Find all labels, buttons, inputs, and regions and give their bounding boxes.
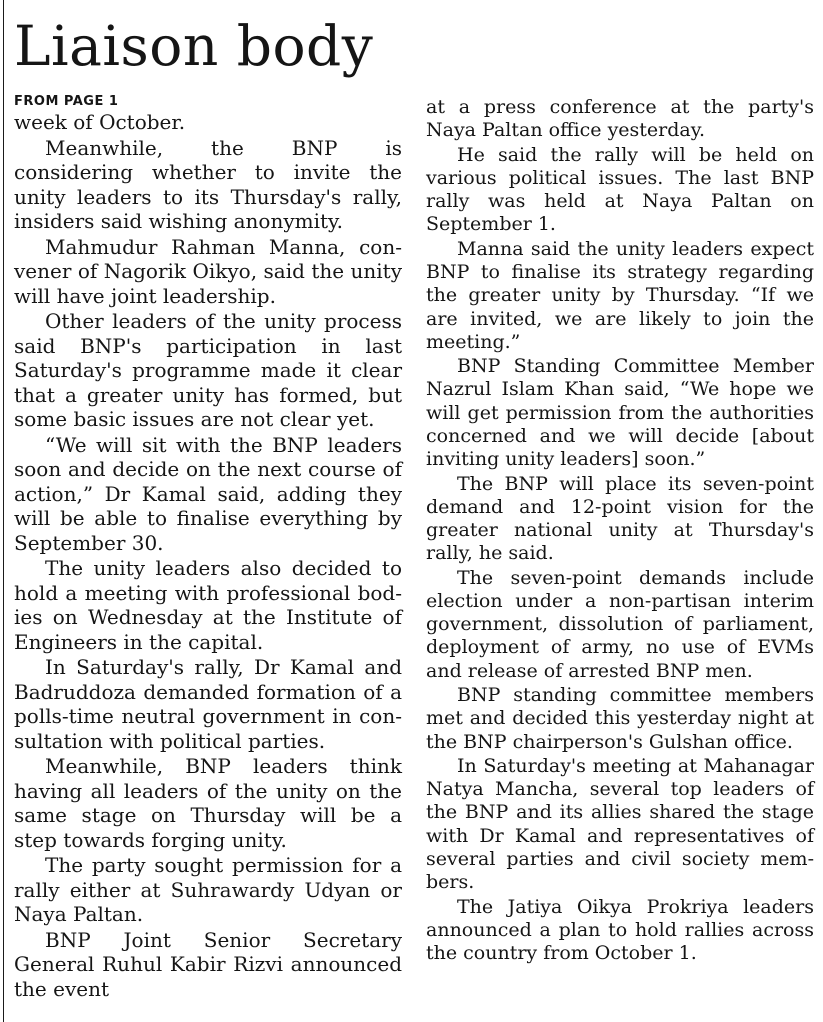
article-column-left — [14, 93, 402, 1002]
article-column-right — [426, 96, 814, 966]
paragraph: The seven-point demands include election under a non-partisan interim government, dissolution of parliament, deployment of army, no use of EVMs and release of arrested BNP men. — [426, 566, 814, 682]
paragraph: The party sought permission for a rally either at Suhrawardy Udyan or Naya Paltan. — [14, 853, 402, 926]
paragraph: BNP standing committee members met and decided this yesterday night at the BNP chairperson's Gulshan office. — [426, 684, 814, 753]
kicker: FROM PAGE 1 — [14, 94, 119, 109]
paragraph: BNP Standing Committee Member Nazrul Islam Khan said, “We hope we will get permission from the authorities concerned and we will decide [about inviting unity leaders] soon.” — [426, 355, 814, 471]
paragraph: In Saturday's rally, Dr Kamal and Badruddoza demanded formation of a polls-time neutral government in consultation with political parties. — [14, 655, 402, 753]
paragraph: In Saturday's meeting at Mahanagar Natya Mancha, several top leaders of the BNP and its allies shared the stage with Dr Kamal and representatives of several parties and civil society members. — [426, 754, 814, 894]
paragraph: Mahmudur Rahman Manna, convener of Nagorik Oikyo, said the unity will have joint leadership. — [14, 234, 402, 308]
paragraph: Manna said the unity leaders expect BNP to finalise its strategy regarding the greater unity by Thursday. “If we are invited, we are likely to join the meeting.” — [426, 237, 814, 353]
paragraph: BNP Joint Senior Secretary General Ruhul Kabir Rizvi announced the event — [14, 927, 402, 1001]
paragraph: The BNP will place its seven-point demand and 12-point vision for the greater national unity at Thursday's rally, he said. — [426, 472, 814, 565]
column-rule — [3, 0, 4, 1022]
paragraph: Meanwhile, the BNP is considering whether to invite the unity leaders to its Thursday's rally, insiders said wishing anonymity. — [14, 135, 402, 233]
paragraph: Other leaders of the unity process said BNP's participation in last Saturday's programme made it clear that a greater unity has formed, but some basic issues are not clear yet. — [14, 309, 402, 431]
paragraph: He said the rally will be held on various political issues. The last BNP rally was held at Naya Paltan on September 1. — [426, 143, 814, 236]
paragraph: Meanwhile, BNP leaders think having all leaders of the unity on the same stage on Thursday will be a step towards forging unity. — [14, 754, 402, 852]
paragraph: “We will sit with the BNP leaders soon and decide on the next course of action,” Dr Kamal said, adding they will be able to finalise everything by September 30. — [14, 432, 402, 555]
paragraph: The Jatiya Oikya Prokriya leaders announced a plan to hold rallies across the country from October 1. — [426, 895, 814, 965]
headline: Liaison body — [14, 14, 374, 78]
paragraph: The unity leaders also decided to hold a meeting with professional bodies on Wednesday at the Institute of Engineers in the capital. — [14, 556, 402, 654]
paragraph: at a press conference at the party's Naya Paltan office yesterday. — [426, 96, 814, 142]
paragraph: week of October. — [14, 110, 186, 134]
